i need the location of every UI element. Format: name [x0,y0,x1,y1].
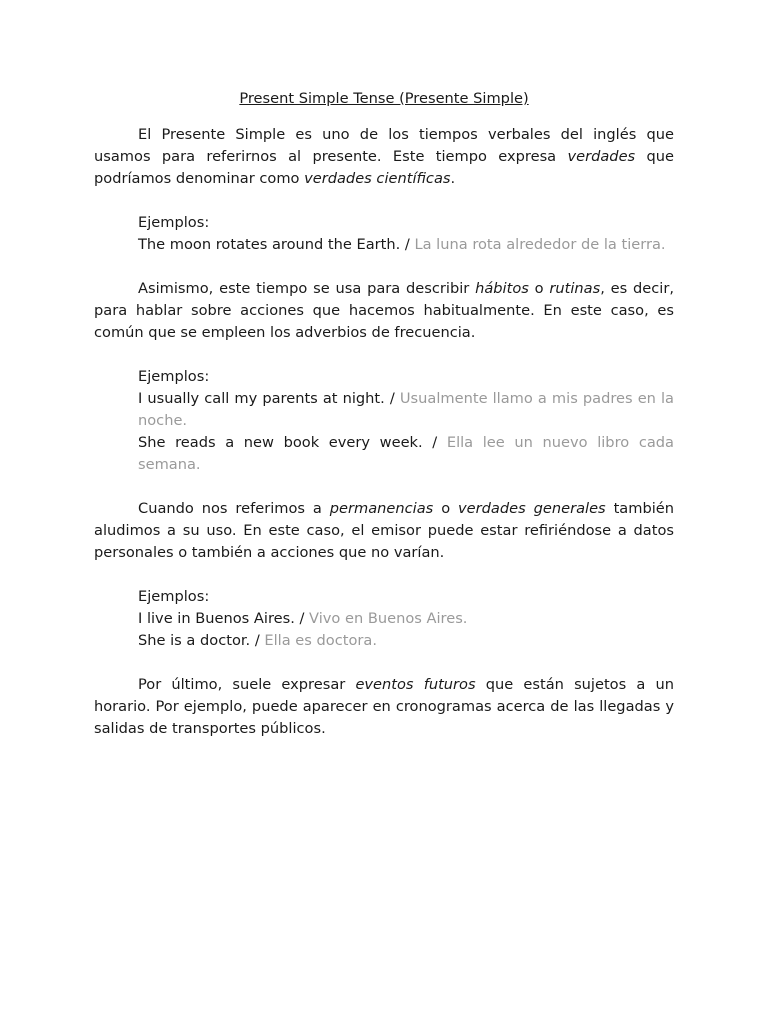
emphasis-text: verdades científicas [304,170,451,187]
paragraph-habits [94,278,674,344]
emphasis-text: permanencias [329,500,434,517]
example-spanish: Usualmente llamo a mis padres en la noche. [138,390,675,429]
emphasis-text: rutinas [549,280,601,297]
document-page [94,88,674,762]
example-spanish: La luna rota alrededor de la tierra. [414,236,666,253]
paragraph-text: o [528,280,550,297]
example-line [138,432,674,476]
example-spanish: Vivo en Buenos Aires. [309,610,468,627]
example-english: I usually call my parents at night. / [138,390,400,407]
emphasis-text: hábitos [475,280,529,297]
paragraph-permanence [94,498,674,564]
paragraph-text: Cuando nos referimos a [138,500,330,517]
examples-label: Ejemplos: [138,214,210,231]
emphasis-text: verdades generales [458,500,606,517]
examples-label: Ejemplos: [138,368,210,385]
example-english: She reads a new book every week. / [138,434,447,451]
example-line [138,630,674,652]
paragraph-future [94,674,674,740]
examples-label: Ejemplos: [138,588,210,605]
paragraph-text: que están sujetos a un horario. Por ejemplo, puede aparecer en cronogramas acerca de las llegadas y salidas de transportes públicos. [94,676,674,737]
example-english: She is a doctor. / [138,632,265,649]
emphasis-text: verdades [567,148,636,165]
paragraph-text: también aludimos a su uso. En este caso, el emisor puede estar refiriéndose a datos personales o también a acciones que no varían. [94,500,674,561]
paragraph-text: , es decir, para hablar sobre acciones que hacemos habitualmente. En este caso, es común que se empleen los adverbios de frecuencia. [94,280,674,341]
paragraph-text: Por último, suele expresar [138,676,356,693]
examples-block-1 [94,212,674,256]
paragraph-intro [94,124,674,190]
paragraph-text: Asimismo, este tiempo se usa para describir [138,280,476,297]
paragraph-text: o [433,500,459,517]
paragraph-text: que podríamos denominar como [94,148,675,187]
paragraph-text: . [450,170,456,187]
example-english: The moon rotates around the Earth. / [138,236,415,253]
document-title: Present Simple Tense (Presente Simple) [239,90,529,107]
example-english: I live in Buenos Aires. / [138,610,310,627]
example-spanish: Ella lee un nuevo libro cada semana. [138,434,674,473]
example-line [138,608,674,630]
paragraph-text: El Presente Simple es uno de los tiempos verbales del inglés que usamos para referirnos al presente. Este tiempo expresa [94,126,674,165]
examples-block-3 [94,586,674,652]
example-line [138,388,674,432]
example-spanish: Ella es doctora. [264,632,377,649]
example-line [138,234,674,256]
examples-block-2 [94,366,674,476]
emphasis-text: eventos futuros [355,676,476,693]
